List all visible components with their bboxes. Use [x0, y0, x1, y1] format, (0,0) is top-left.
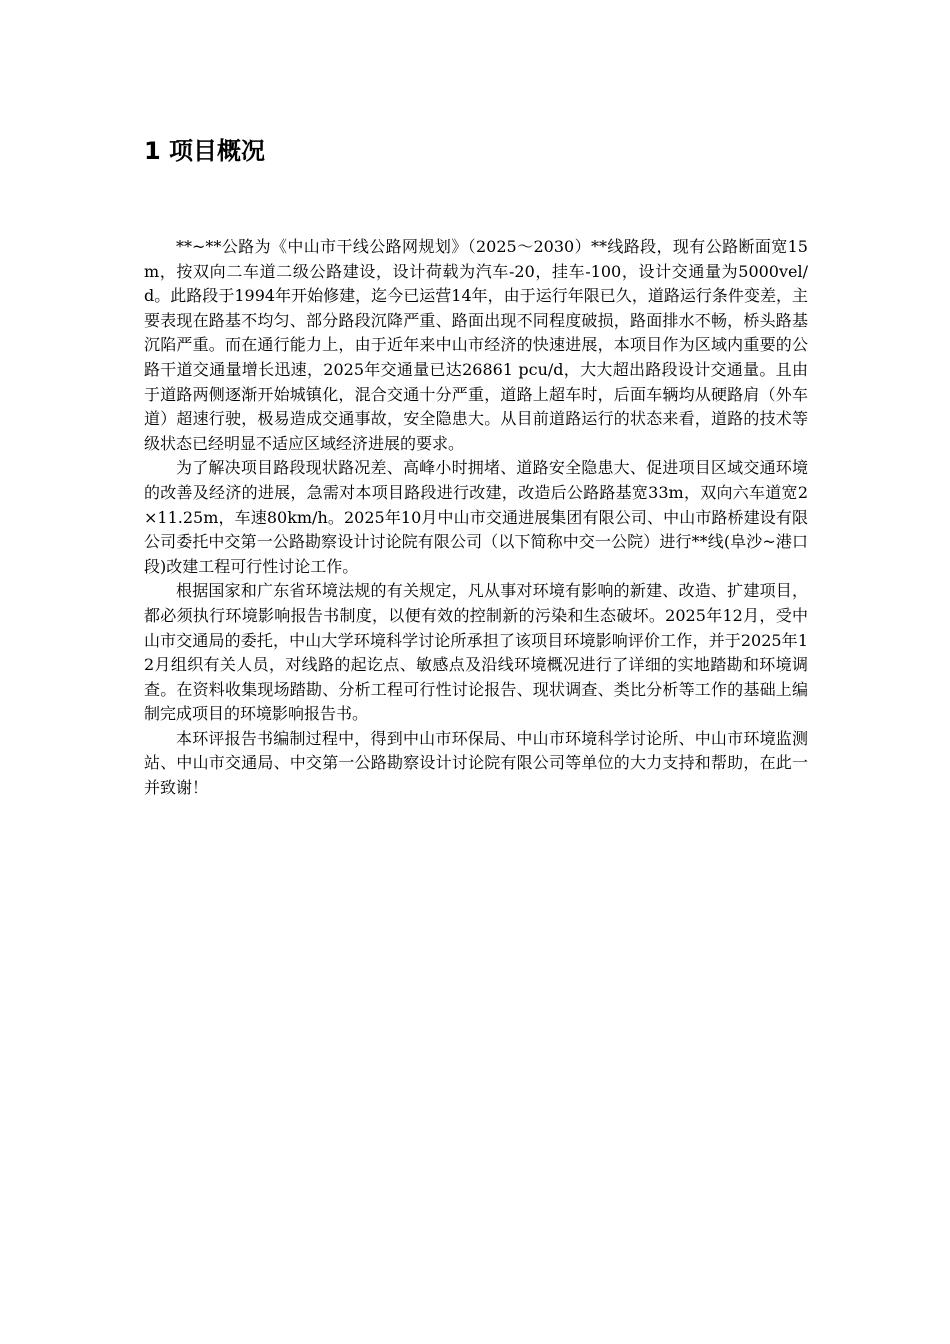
paragraph-acknowledgements: 本环评报告书编制过程中，得到中山市环保局、中山市环境科学讨论所、中山市环境监测站、中山市交通局、中交第一公路勘察设计讨论院有限公司等单位的大力支持和帮助，在此一并致谢！ — [144, 728, 808, 798]
paragraph-environmental-assessment: 根据国家和广东省环境法规的有关规定，凡从事对环境有影响的新建、改造、扩建项目，都必须执行环境影响报告书制度，以便有效的控制新的污染和生态破坏。2025年12月，受中山市交通局的委托，中山大学环境科学讨论所承担了该项目环境影响评价工作，并于2025年12月组织有关人员，对线路的起讫点、敏感点及沿线环境概况进行了详细的实地踏勘和环境调查。在资料收集现场踏勘、分析工程可行性讨论报告、现状调查、类比分析等工作的基础上编制完成项目的环境影响报告书。 — [144, 581, 808, 724]
paragraph-project-background: **~**公路为《中山市干线公路网规划》（2025～2030）**线路段，现有公路断面宽15m，按双向二车道二级公路建设，设计荷载为汽车-20，挂车-100，设计交通量为5000vel/d。此路段于1994年开始修建，迄今已运营14年，由于运行年限已久，道路运行条件变差，主要表现在路基不均匀、部分路段沉降严重、路面出现不同程度破损，路面排水不畅，桥头路基沉陷严重。而在通行能力上，由于近年来中山市经济的快速进展，本项目作为区域内重要的公路干道交通量增长迅速，2025年交通量已达26861 pcu/d，大大超出路段设计交通量。且由于道路两侧逐渐开始城镇化，混合交通十分严重，道路上超车时，后面车辆均从硬路肩（外车道）超速行驶，极易造成交通事故，安全隐患大。从目前道路运行的状态来看，道路的技术等级状态已经明显不适应区域经济进展的要求。 — [144, 237, 808, 453]
body-text — [144, 235, 808, 801]
paragraph-reconstruction-plan: 为了解决项目路段现状路况差、高峰小时拥堵、道路安全隐患大、促进项目区域交通环境的改善及经济的进展，急需对本项目路段进行改建，改造后公路路基宽33m，双向六车道宽2×11.25m，车速80km/h。2025年10月中山市交通进展集团有限公司、中山市路桥建设有限公司委托中交第一公路勘察设计讨论院有限公司（以下简称中交一公院）进行**线(阜沙~港口段)改建工程可行性讨论工作。 — [144, 458, 808, 576]
section-heading: 1 项目概况 — [144, 137, 266, 165]
